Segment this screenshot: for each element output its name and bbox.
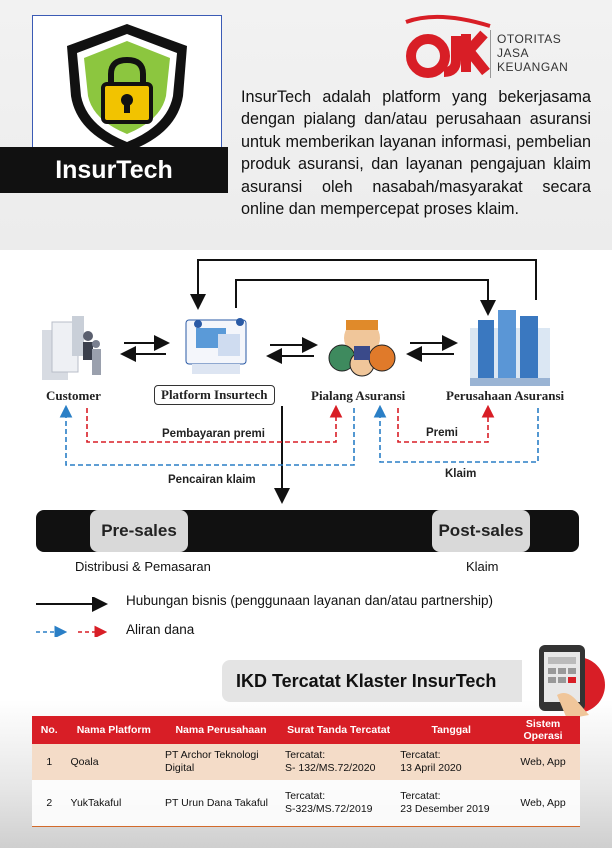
broker-icon — [329, 320, 395, 376]
legend-business: Hubungan bisnis (penggunaan layanan dan/atau partnership) — [126, 593, 494, 608]
node-customer: Customer — [46, 388, 101, 403]
col-surat: Surat Tanda Tercatat — [281, 716, 396, 744]
phase-postsales-sub: Klaim — [466, 559, 499, 574]
phase-presales: Pre-sales — [90, 510, 188, 552]
flow-pencairan-klaim: Pencairan klaim — [168, 474, 256, 486]
cell-tanggal-a: Tercatat: — [400, 790, 441, 802]
ikd-title: IKD Tercatat Klaster InsurTech — [236, 671, 497, 691]
logo-divider — [490, 30, 491, 78]
cell-os: Web, App — [506, 780, 580, 827]
phase-postsales: Post-sales — [432, 510, 530, 552]
node-perusahaan: Perusahaan Asuransi — [446, 388, 565, 403]
logo-line-1: OTORITAS — [497, 32, 562, 46]
col-tanggal: Tanggal — [396, 716, 506, 744]
customer-icon — [42, 316, 101, 380]
shield-lock-icon — [33, 16, 221, 156]
flow-premi: Premi — [426, 427, 458, 439]
cell-no: 1 — [32, 744, 67, 780]
legend-arrows — [34, 597, 114, 637]
cell-tanggal-b: 23 Desember 2019 — [400, 803, 490, 815]
flow-pembayaran-premi: Pembayaran premi — [162, 428, 265, 440]
tablet-icon — [527, 643, 605, 721]
table-row — [32, 744, 580, 780]
node-platform: Platform Insurtech — [154, 385, 275, 405]
logo-line-3: KEUANGAN — [497, 60, 569, 74]
cell-platform: YukTakaful — [67, 780, 162, 827]
ecosystem-diagram — [0, 250, 612, 510]
cell-surat — [281, 780, 396, 827]
cell-no: 2 — [32, 780, 67, 827]
col-no: No. — [32, 716, 67, 744]
insurance-building-icon — [470, 310, 550, 386]
page-title: InsurTech — [0, 147, 228, 193]
cell-tanggal — [396, 780, 506, 827]
cell-tanggal-a: Tercatat: — [400, 749, 441, 761]
legend-funds: Aliran dana — [126, 622, 195, 637]
cell-platform: Qoala — [67, 744, 162, 780]
cell-tanggal-b: 13 April 2020 — [400, 762, 462, 774]
cell-os: Web, App — [506, 744, 580, 780]
cell-tanggal — [396, 744, 506, 780]
cell-surat-a: Tercatat: — [284, 790, 326, 802]
phase-presales-sub: Distribusi & Pemasaran — [75, 559, 211, 574]
table-row — [32, 780, 580, 827]
flow-klaim: Klaim — [445, 468, 477, 480]
cell-surat-b: S- 132/MS.72/2020 — [284, 762, 376, 774]
node-pialang: Pialang Asuransi — [311, 388, 406, 403]
intro-paragraph: InsurTech adalah platform yang bekerjasama dengan pialang dan/atau perusahaan asuransi untuk memberikan layanan informasi, pembelian produk asuransi, dan layanan pengajuan klaim asuransi oleh nasabah/masyarakat secara online dan mempercepat proses klaim. — [241, 88, 591, 219]
ikd-header-row — [32, 716, 580, 744]
ikd-table — [32, 716, 580, 827]
col-perusahaan: Nama Perusahaan — [161, 716, 281, 744]
cell-surat-a: Tercatat: — [284, 749, 326, 761]
platform-icon — [186, 318, 246, 374]
cell-surat — [281, 744, 396, 780]
logo-line-2: JASA — [497, 46, 530, 60]
cell-surat-b: S-323/MS.72/2019 — [284, 803, 373, 815]
col-os: Sistem Operasi — [506, 716, 580, 744]
cell-perusahaan: PT Urun Dana Takaful — [161, 780, 281, 827]
col-platform: Nama Platform — [67, 716, 162, 744]
logo-text — [497, 32, 568, 74]
cell-perusahaan: PT Archor Teknologi Digital — [161, 744, 281, 780]
